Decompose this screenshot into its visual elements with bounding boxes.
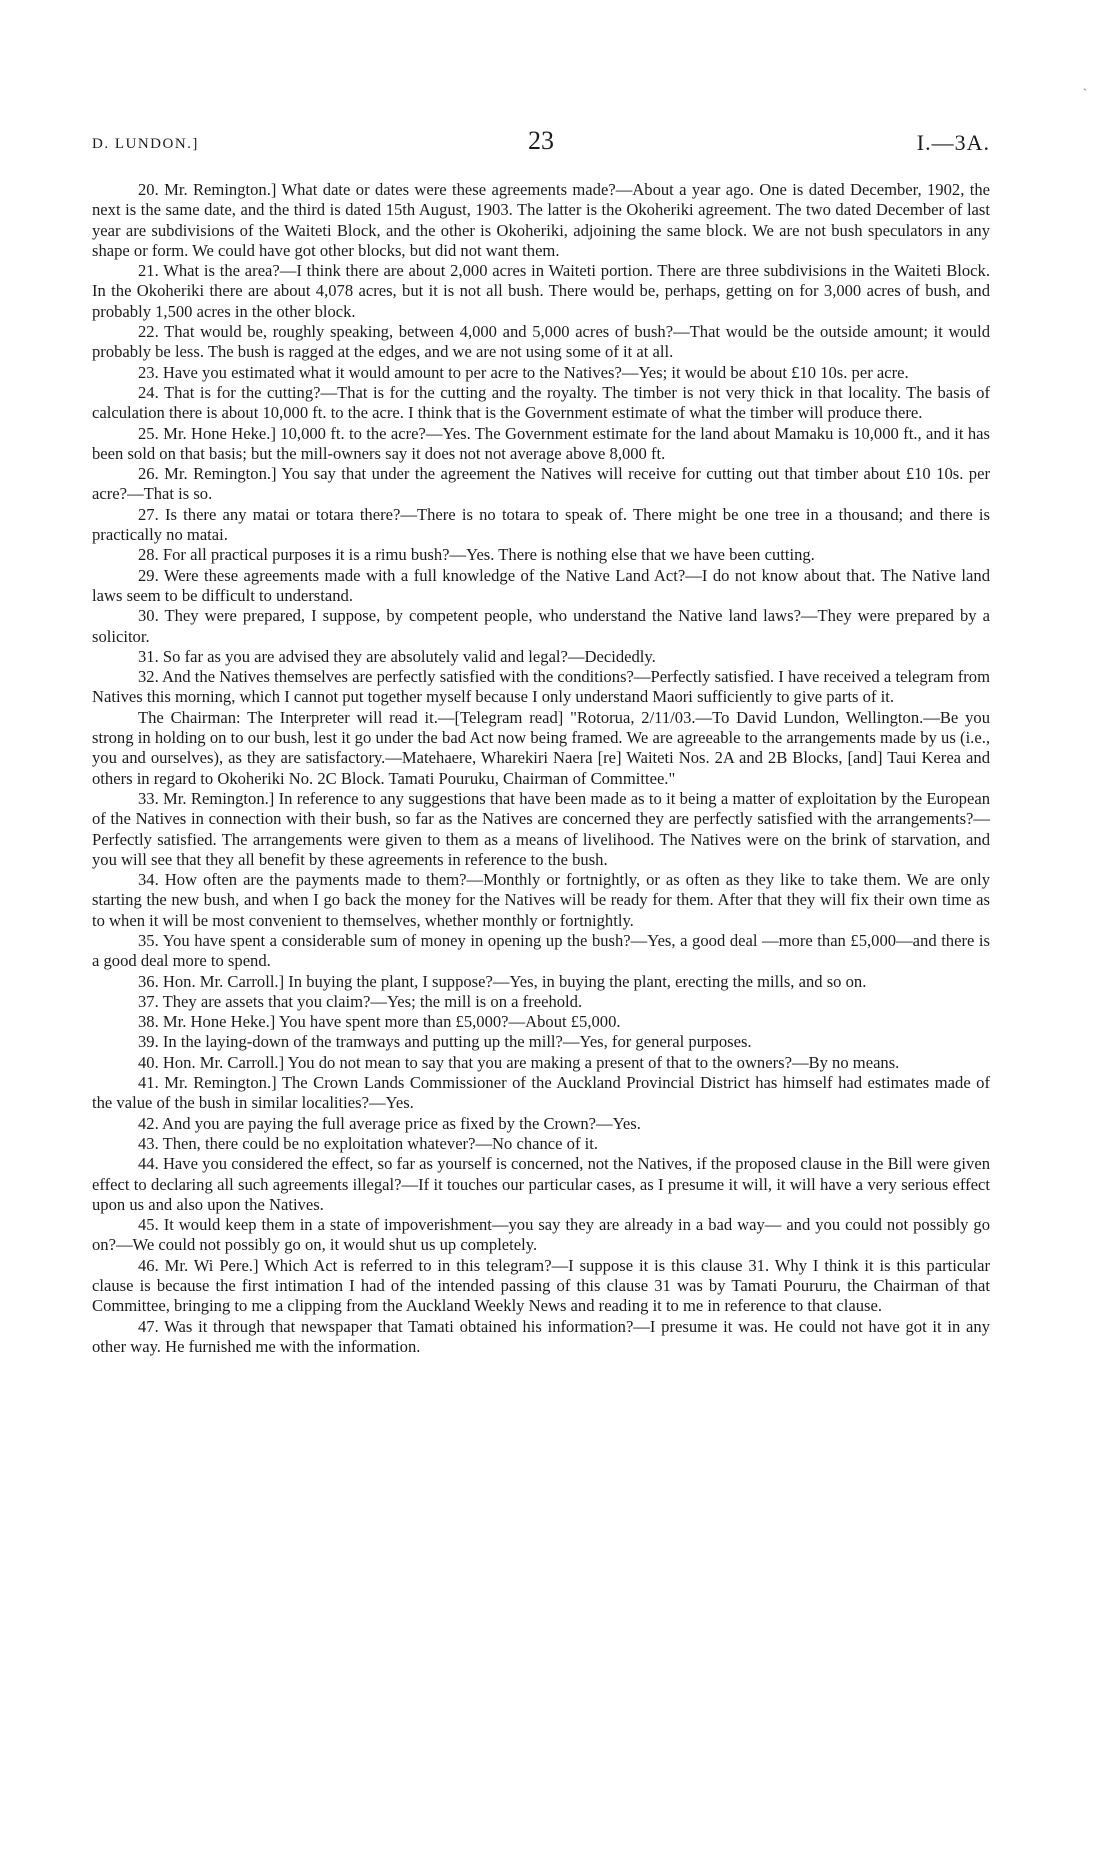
paragraph-37: 37. They are assets that you claim?—Yes; the mill is on a freehold. [138,991,583,1011]
paragraph-41: 41. Mr. Remington.] The Crown Lands Commissioner of the Auckland Provincial District has himself had estimates made of the value of the bush in similar localities?—Yes. [92,1073,990,1113]
paragraph-22: 22. That would be, roughly speaking, between 4,000 and 5,000 acres of bush?—That would be the outside amount; it would probably be less. The bush is ragged at the edges, and we are not using some of it at all. [92,322,990,362]
paragraph-26: 26. Mr. Remington.] You say that under the agreement the Natives will receive for cutting out that timber about £10 10s. per acre?—That is so. [92,464,990,504]
paragraph-46: 46. Mr. Wi Pere.] Which Act is referred to in this telegram?—I suppose it is this clause 31. Why I think it is this particular clause is because the first intimation I had of the intended passing of this clause 31 was by Tamati Poururu, the Chairman of that Committee, bringing to me a clipping from the Auckland Weekly News and reading it to me in reference to that clause. [92,1255,990,1316]
paragraph-47: 47. Was it through that newspaper that Tamati obtained his information?—I presume it was. He could not have got it in any other way. He furnished me with the information. [92,1316,990,1356]
paragraph-39: 39. In the laying-down of the tramways and putting up the mill?—Yes, for general purposes. [138,1032,752,1052]
paragraph-20: 20. Mr. Remington.] What date or dates were these agreements made?—About a year ago. One is dated December, 1902, the next is the same date, and the third is dated 15th August, 1903. The latter is the Okoheriki agreement. The two dated December of last year are subdivisions of the Waiteti Block, and the other is Okoheriki, adjoining the same block. We are not bush speculators in any shape or form. We could have got other blocks, but did not want them. [92,180,990,260]
paragraph-24: 24. That is for the cutting?—That is for the cutting and the royalty. The timber is not very thick in that locality. The basis of calculation there is about 10,000 ft. to the acre. I think that is the Government estimate of what the timber will produce there. [92,382,990,423]
paragraph-23: 23. Have you estimated what it would amount to per acre to the Natives?—Yes; it would be about £10 10s. per acre. [138,362,909,382]
page-number: 23 [528,126,554,155]
paragraph-45: 45. It would keep them in a state of impoverishment—you say they are already in a bad way— and you could not possibly go on?—We could not possibly go on, it would shut us up completely. [92,1215,990,1255]
paragraph-31: 31. So far as you are advised they are absolutely valid and legal?—Decidedly. [138,646,656,666]
stray-mark: ` [1083,86,1087,100]
page-header [92,126,990,166]
paragraph-42: 42. And you are paying the full average price as fixed by the Crown?—Yes. [138,1113,641,1133]
witness-name: D. LUNDON.] [92,136,199,152]
paragraph-44: 44. Have you considered the effect, so far as yourself is concerned, not the Natives, if the proposed clause in the Bill were given effect to declaring all such agreements illegal?—If it touches our particular cases, as I presume it will, it will have a very serious effect upon us and also upon the Natives. [92,1154,990,1214]
paragraph-33: 33. Mr. Remington.] In reference to any suggestions that have been made as to it being a matter of exploitation by the European of the Natives in connection with their bush, so far as the Natives are concerned they are perfectly satisfied with the arrangements?—Perfectly satisfied. The arrangements were given to them as a means of livelihood. The Natives were on the brink of starvation, and you will see that they all benefit by these agreements in reference to the bush. [92,788,990,869]
document-reference: I.—3A. [916,130,990,155]
paragraph-36: 36. Hon. Mr. Carroll.] In buying the plant, I suppose?—Yes, in buying the plant, erecting the mills, and so on. [138,971,867,991]
paragraph-43: 43. Then, there could be no exploitation whatever?—No chance of it. [138,1133,599,1153]
paragraph-29: 29. Were these agreements made with a full knowledge of the Native Land Act?—I do not know about that. The Native land laws seem to be difficult to understand. [92,565,990,605]
paragraph-34: 34. How often are the payments made to them?—Monthly or fortnightly, or as often as they like to take them. We are only starting the new bush, and when I go back the money for the Natives will be ready for them. After that they will fix their own time as to when it will be most convenient to themselves, whether monthly or fortnightly. [92,870,990,930]
paragraph-35: 35. You have spent a considerable sum of money in opening up the bush?—Yes, a good deal —more than £5,000—and there is a good deal more to spend. [92,930,990,971]
paragraph-27: 27. Is there any matai or totara there?—There is no totara to speak of. There might be one tree in a thousand; and there is practically no matai. [92,504,990,545]
paragraph-38: 38. Mr. Hone Heke.] You have spent more than £5,000?—About £5,000. [138,1012,621,1032]
paragraph-21: 21. What is the area?—I think there are about 2,000 acres in Waiteti portion. There are three subdivisions in the Waiteti Block. In the Okoheriki there are about 4,078 acres, but it is not all bush. There would be, perhaps, getting on for 3,000 acres of bush, and probably 1,500 acres in the other block. [92,261,990,321]
paragraph-28: 28. For all practical purposes it is a rimu bush?—Yes. There is nothing else that we have been cutting. [138,545,815,565]
paragraph-32: 32. And the Natives themselves are perfectly satisfied with the conditions?—Perfectly satisfied. I have received a telegram from Natives this morning, which I cannot put together myself because I only understand Maori sufficiently to give parts of it. [92,667,990,707]
paragraph-25: 25. Mr. Hone Heke.] 10,000 ft. to the acre?—Yes. The Government estimate for the land about Mamaku is 10,000 ft., and it has been sold on that basis; but the mill-owners say it does not not average above 8,000 ft. [92,423,990,463]
testimony-body [92,180,990,1357]
chairman-telegram: The Chairman: The Interpreter will read it.—[Telegram read] "Rotorua, 2/11/03.—To David Lundon, Wellington.—Be you strong in holding on to our bush, lest it go under the bad Act now being framed. We are agreeable to the arrangements made by us (i.e., you and ourselves), as they are satisfactory.—Matehaere, Wharekiri Naera [re] Waiteti Nos. 2A and 2B Blocks, [and] Taui Kerea and others in regard to Okoheriki No. 2C Block. Tamati Pouruku, Chairman of Committee." [92,707,990,788]
paragraph-40: 40. Hon. Mr. Carroll.] You do not mean to say that you are making a present of that to the owners?—By no means. [138,1052,900,1072]
paragraph-30: 30. They were prepared, I suppose, by competent people, who understand the Native land laws?—They were prepared by a solicitor. [92,606,990,646]
